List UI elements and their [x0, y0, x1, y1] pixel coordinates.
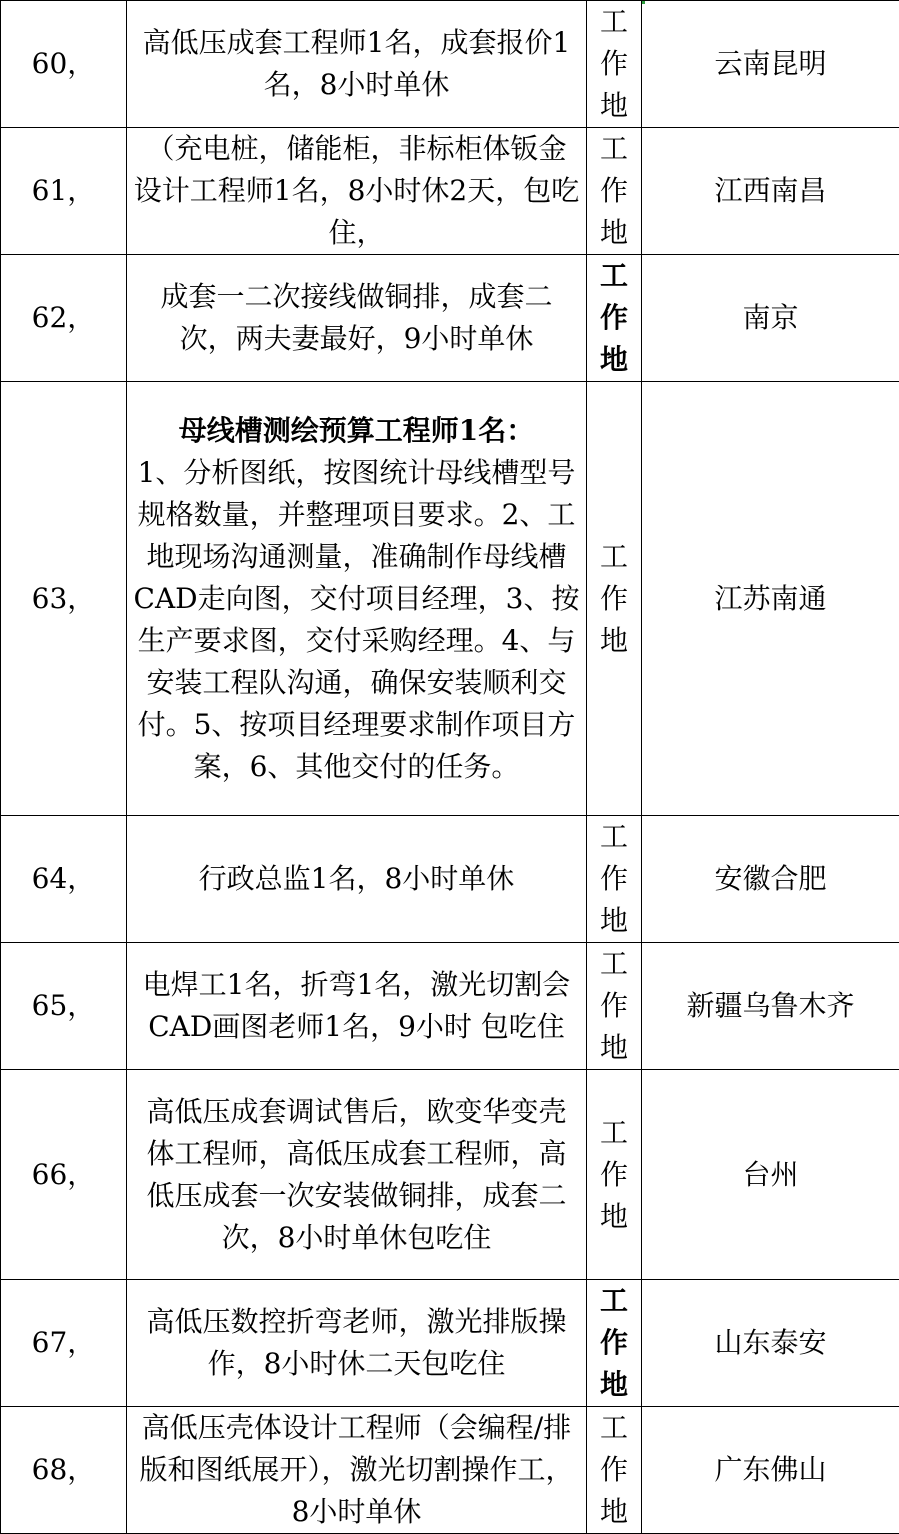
job-description: 高低压壳体设计工程师（会编程/排版和图纸展开），激光切割操作工，8小时单休 [127, 1407, 587, 1534]
work-location: 台州 [642, 1070, 899, 1280]
work-location-label: 工 作 地 [587, 128, 642, 255]
row-number: 61， [1, 128, 127, 255]
table-row [1, 943, 899, 1070]
row-number: 67， [1, 1280, 127, 1407]
row-number: 68， [1, 1407, 127, 1534]
table-row [1, 1, 899, 128]
job-description: 高低压成套调试售后，欧变华变壳体工程师，高低压成套工程师，高低压成套一次安装做铜排，成套二次，8小时单休包吃住 [127, 1070, 587, 1280]
row-number: 64， [1, 816, 127, 943]
table-row [1, 382, 899, 816]
job-description: 高低压成套工程师1名，成套报价1名，8小时单休 [127, 1, 587, 128]
work-location-label: 工 作 地 [587, 382, 642, 816]
job-description: 行政总监1名，8小时单休 [127, 816, 587, 943]
row-number: 63， [1, 382, 127, 816]
row-number: 60， [1, 1, 127, 128]
work-location: 江西南昌 [642, 128, 899, 255]
row-number: 66， [1, 1070, 127, 1280]
table-row [1, 255, 899, 382]
job-description: 高低压数控折弯老师，激光排版操作，8小时休二天包吃住 [127, 1280, 587, 1407]
work-location-label: 工 作 地 [587, 943, 642, 1070]
work-location-label: 工 作 地 [587, 1070, 642, 1280]
job-description: （充电桩，储能柜，非标柜体钣金设计工程师1名，8小时休2天，包吃住， [127, 128, 587, 255]
work-location: 广东佛山 [642, 1407, 899, 1534]
table-row [1, 1407, 899, 1534]
work-location: 安徽合肥 [642, 816, 899, 943]
table-row [1, 1280, 899, 1407]
table-row [1, 128, 899, 255]
row-number: 62， [1, 255, 127, 382]
work-location-label: 工 作 地 [587, 1280, 642, 1407]
job-description-block [127, 382, 587, 816]
job-description: 1、分析图纸，按图统计母线槽型号规格数量，并整理项目要求。2、工地现场沟通测量，准确制作母线槽CAD走向图，交付项目经理，3、按生产要求图，交付采购经理。4、与安装工程队沟通，确保安装顺利交付。5、按项目经理要求制作项目方案，6、其他交付的任务。 [133, 452, 580, 788]
table-row [1, 816, 899, 943]
work-location: 云南昆明 [642, 1, 899, 128]
work-location-label: 工 作 地 [587, 816, 642, 943]
work-location-label: 工 作 地 [587, 1407, 642, 1534]
job-description-title: 母线槽测绘预算工程师1名： [133, 410, 580, 452]
work-location: 南京 [642, 255, 899, 382]
row-number: 65， [1, 943, 127, 1070]
work-location: 山东泰安 [642, 1280, 899, 1407]
work-location-label: 工 作 地 [587, 255, 642, 382]
table-row [1, 1070, 899, 1280]
work-location-label: 工 作 地 [587, 1, 642, 128]
job-description: 成套一二次接线做铜排，成套二次，两夫妻最好，9小时单休 [127, 255, 587, 382]
job-description: 电焊工1名，折弯1名，激光切割会CAD画图老师1名，9小时 包吃住 [127, 943, 587, 1070]
work-location: 新疆乌鲁木齐 [642, 943, 899, 1070]
work-location: 江苏南通 [642, 382, 899, 816]
